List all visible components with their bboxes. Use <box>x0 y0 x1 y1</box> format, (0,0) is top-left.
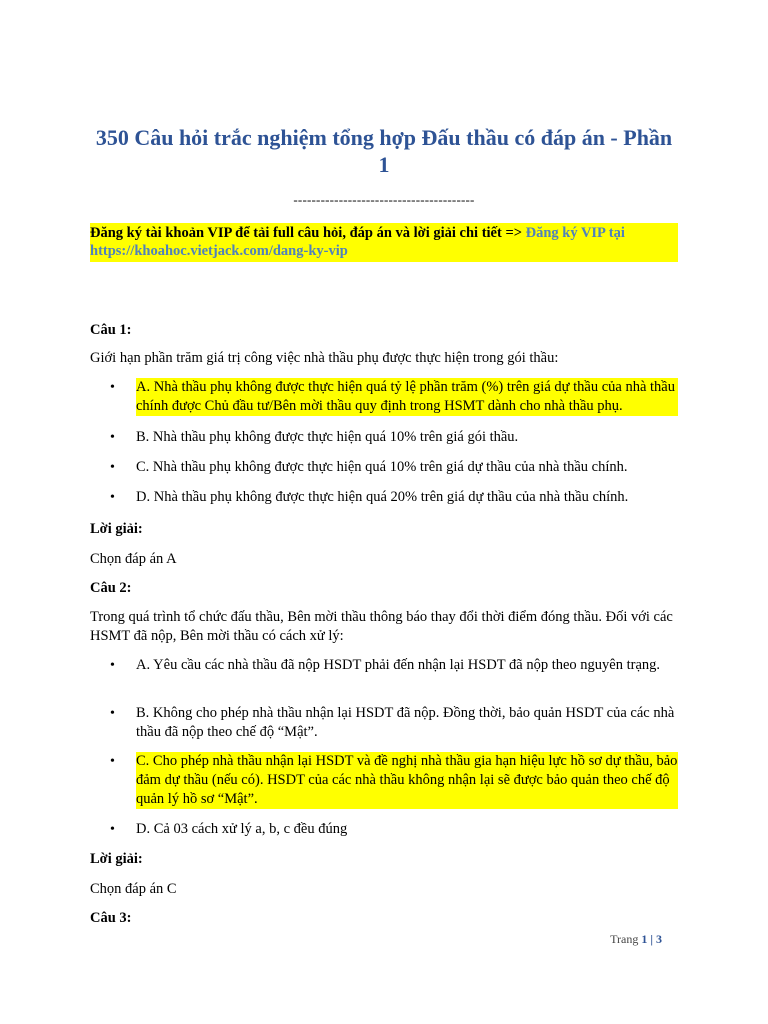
question-2-label: Câu 2: <box>90 580 132 596</box>
footer-total-pages: 3 <box>656 932 662 946</box>
question-1-option-b <box>110 428 678 447</box>
question-2-solution-label: Lời giải: <box>90 851 143 867</box>
option-text: B. Không cho phép nhà thầu nhận lại HSDT đã nộp. Đồng thời, bảo quản HSDT của các nhà thầu đã nộp theo chế độ “Mật”. <box>136 705 675 740</box>
question-2-stem: Trong quá trình tổ chức đấu thầu, Bên mời thầu thông báo thay đổi thời điểm đóng thầu. Đối với các HSMT đã nộp, Bên mời thầu có cách xử lý: <box>90 609 673 644</box>
bullet-icon: • <box>110 754 115 769</box>
question-1-solution-label: Lời giải: <box>90 521 143 537</box>
vip-banner <box>90 223 678 262</box>
option-text: C. Nhà thầu phụ không được thực hiện quá 10% trên giá dự thầu của nhà thầu chính. <box>136 459 628 475</box>
question-2-option-a <box>110 656 678 675</box>
footer-prefix: Trang <box>610 932 639 946</box>
vip-text: Đăng ký tài khoản VIP để tải full câu hỏi, đáp án và lời giải chi tiết => <box>90 225 522 241</box>
option-text: B. Nhà thầu phụ không được thực hiện quá 10% trên giá gói thầu. <box>136 429 519 445</box>
question-1-option-c <box>110 458 678 477</box>
bullet-icon: • <box>110 380 115 395</box>
question-1-stem: Giới hạn phần trăm giá trị công việc nhà thầu phụ được thực hiện trong gói thầu: <box>90 350 559 366</box>
bullet-icon: • <box>110 822 115 837</box>
option-text: D. Nhà thầu phụ không được thực hiện quá 20% trên giá dự thầu của nhà thầu chính. <box>136 489 629 505</box>
document-title: 350 Câu hỏi trắc nghiệm tổng hợp Đấu thầu có đáp án - Phần 1 <box>95 125 673 177</box>
option-text: C. Cho phép nhà thầu nhận lại HSDT và đề nghị nhà thầu gia hạn hiệu lực hồ sơ dự thầu, bảo đảm dự thầu (nếu có). HSDT của các nhà thầu không nhận lại sẽ được bảo quản theo chế độ quản lý hồ sơ “Mật”. <box>136 753 678 807</box>
vip-link[interactable]: Đăng ký VIP tại https://khoahoc.vietjack.com/dang-ky-vip <box>90 225 625 259</box>
question-2-option-c <box>110 752 678 809</box>
question-1-label: Câu 1: <box>90 322 132 338</box>
question-2-option-b <box>110 704 678 742</box>
page-footer <box>610 932 662 946</box>
bullet-icon: • <box>110 430 115 445</box>
bullet-icon: • <box>110 658 115 673</box>
question-1-option-a <box>110 378 678 416</box>
bullet-icon: • <box>110 706 115 721</box>
question-3-label: Câu 3: <box>90 910 132 926</box>
question-2-option-d <box>110 820 678 839</box>
option-text: D. Cả 03 cách xử lý a, b, c đều đúng <box>136 821 348 837</box>
option-text: A. Nhà thầu phụ không được thực hiện quá tỷ lệ phần trăm (%) trên giá dự thầu của nhà thầu chính được Chủ đầu tư/Bên mời thầu quy định trong HSMT dành cho nhà thầu phụ. <box>136 378 678 416</box>
option-text: A. Yêu cầu các nhà thầu đã nộp HSDT phải đến nhận lại HSDT đã nộp theo nguyên trạng. <box>136 657 661 673</box>
bullet-icon: • <box>110 490 115 505</box>
footer-page-number: 1 <box>641 932 648 946</box>
divider-line: ---------------------------------------- <box>293 192 475 207</box>
bullet-icon: • <box>110 460 115 475</box>
question-1-answer: Chọn đáp án A <box>90 551 177 567</box>
question-2-answer: Chọn đáp án C <box>90 881 177 897</box>
footer-separator: | <box>650 932 653 946</box>
question-1-option-d <box>110 488 678 507</box>
